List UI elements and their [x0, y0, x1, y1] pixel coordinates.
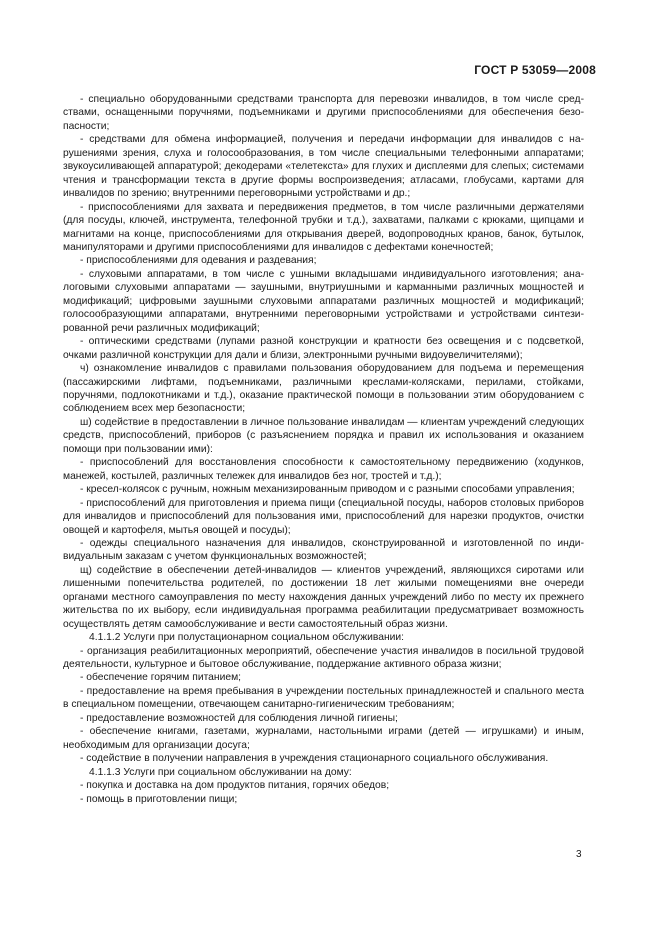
paragraph: - покупка и доставка на дом продуктов питания, горячих обедов;: [80, 780, 390, 792]
paragraph: - помощь в приготовлении пищи;: [80, 793, 238, 805]
paragraph: - слуховыми аппаратами, в том числе с ушными вкладышами индивидуального изготовления; аналоговыми слуховыми аппаратами — заушными, внутриушными и карманными различных мощностей и модификаций; цифровыми заушными слуховыми аппаратами различных мощностей и модификаций; голосообразующими аппаратами, внутренними переговорными устройствами и устройствами синтезированной речи различных модификаций;: [63, 268, 584, 334]
paragraph: - специально оборудованными средствами транспорта для перевозки инвалидов, в том числе средствами, оснащенными поручнями, подъемниками и другими приспособлениями для обеспечения безопасности;: [63, 94, 584, 132]
paragraph: - кресел-колясок с ручным, ножным механизированным приводом и с разными способами управления;: [80, 484, 575, 496]
paragraph: - обеспечение книгами, газетами, журналами, настольными играми (детей — игрушками) и иным, необходимым для организации досуга;: [63, 726, 584, 751]
paragraph: ч) ознакомление инвалидов с правилами пользования оборудованием для подъема и перемещения (пассажирскими лифтами, подъемниками, различными креслами-колясками, перилами, стойками, поручнями, подлокотниками и т.д.), оказание практической помощи в пользовании этим оборудованием с соблюдением всех мер безопасности;: [63, 363, 584, 415]
paragraph: - одежды специального назначения для инвалидов, сконструированной и изготовленной по индивидуальным заказам с учетом функциональных возможностей;: [63, 537, 584, 563]
paragraph: - организация реабилитационных мероприятий, обеспечение участия инвалидов в посильной трудовой деятельности, культурное и бытовое обслуживание, поддержание активного образа жизни;: [63, 645, 584, 671]
paragraph: - средствами для обмена информацией, получения и передачи информации для инвалидов с нарушениями зрения, слуха и голосообразования, в том числе специальными телефонными аппаратами; звукоусиливающей аппаратурой; декодерами «телетекста» для глухих и дисплеями для слепых; системами чтения и трансформации текста в другие формы воспроизведения; атласами, глобусами, картами для инвалидов по зрению; внутренними переговорными устройствами и др.;: [63, 134, 584, 200]
paragraph: - приспособлениями для одевания и раздевания;: [80, 255, 317, 267]
page-number: 3: [576, 849, 582, 860]
section-heading: 4.1.1.2 Услуги при полустационарном социальном обслуживании:: [89, 632, 405, 644]
paragraph: - содействие в получении направления в учреждения стационарного социального обслуживания.: [80, 753, 549, 765]
paragraph: ш) содействие в предоставлении в личное пользование инвалидам — клиентам учреждений следующих средств, приспособлений, приборов (с разъяснением порядка и правил их использования и оказанием помощи при пользовании ими):: [63, 416, 584, 455]
paragraph: - приспособлениями для захвата и передвижения предметов, в том числе различными держателями (для посуды, ключей, инструмента, телефонной трубки и т.д.), захватами, палками с крюками, щипцами и магнитами на конце, приспособлениями для открывания дверей, водопроводных кранов, банок, бутылок, манипуляторами и другими приспособлениями для инвалидов с дефектами конечностей;: [63, 201, 584, 253]
paragraph: - предоставление возможностей для соблюдения личной гигиены;: [80, 712, 398, 724]
paragraph: щ) содействие в обеспечении детей-инвалидов — клиентов учреждений, являющихся сиротами или лишенными попечительства родителей, по достижении 18 лет жилыми помещениями вне очереди органами местного самоуправления по месту нахождения данных учреждений либо по месту их прежнего жительства по их выбору, если индивидуальная программа реабилитации предусматривает возможность осуществлять детям самообслуживание и вести самостоятельный образ жизни.: [63, 564, 584, 630]
paragraph: - приспособлений для приготовления и приема пищи (специальной посуды, наборов столовых приборов для инвалидов и приспособлений для пользования ими, приспособлений для нарезки продуктов, очистки овощей и картофеля, мытья овощей и посуды);: [63, 497, 584, 536]
standard-header: ГОСТ Р 53059—2008: [474, 63, 596, 77]
paragraph: - приспособлений для восстановления способности к самостоятельному передвижению (ходунков, манежей, костылей, различных тележек для инвалидов без ног, тростей и т.д.);: [63, 457, 584, 482]
paragraph: - предоставление на время пребывания в учреждении постельных принадлежностей и спального места в специальном помещении, отвечающем санитарно-гигиеническим требованиям;: [63, 685, 584, 711]
document-body: [63, 93, 584, 806]
paragraph: - обеспечение горячим питанием;: [80, 672, 242, 684]
paragraph: - оптическими средствами (лупами разной конструкции и кратности без освещения и с подсветкой, очками различной конструкции для дали и близи, электронными ручными видоувеличителями);: [63, 336, 584, 361]
section-heading: 4.1.1.3 Услуги при социальном обслуживании на дому:: [89, 766, 352, 778]
